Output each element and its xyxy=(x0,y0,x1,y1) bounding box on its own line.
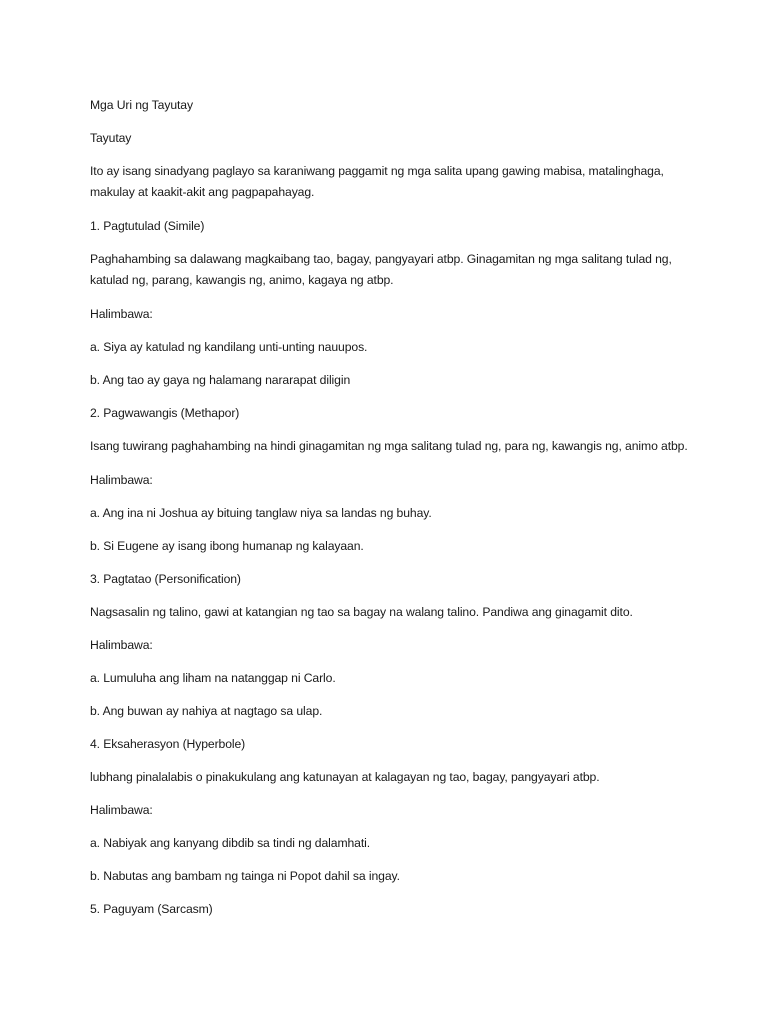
example-label: Halimbawa: xyxy=(90,638,153,652)
definition-paragraph: Ito ay isang sinadyang paglayo sa karaniwang paggamit ng mga salita upang gawing mabisa, matalinghaga, makulay at kaakit-akit ang pagpapahayag. xyxy=(90,164,664,199)
item-heading-hyperbole: 4. Eksaherasyon (Hyperbole) xyxy=(90,737,246,751)
item-heading-personification: 3. Pagtatao (Personification) xyxy=(90,572,241,586)
example-label: Halimbawa: xyxy=(90,307,153,321)
document-page xyxy=(90,95,690,932)
personification-description: Nagsasalin ng talino, gawi at katangian ng tao sa bagay na walang talino. Pandiwa ang ginagamit dito. xyxy=(90,605,633,619)
example-item: a. Siya ay katulad ng kandilang unti-unting nauupos. xyxy=(90,340,368,354)
item-heading-sarcasm: 5. Paguyam (Sarcasm) xyxy=(90,902,213,916)
example-item: b. Ang buwan ay nahiya at nagtago sa ulap. xyxy=(90,704,323,718)
example-item: a. Nabiyak ang kanyang dibdib sa tindi ng dalamhati. xyxy=(90,836,371,850)
example-item: b. Si Eugene ay isang ibong humanap ng kalayaan. xyxy=(90,539,364,553)
simile-description: Paghahambing sa dalawang magkaibang tao, bagay, pangyayari atbp. Ginagamitan ng mga salitang tulad ng, katulad ng, parang, kawangis ng, animo, kagaya ng atbp. xyxy=(90,252,672,287)
section-heading: Tayutay xyxy=(90,131,132,145)
hyperbole-description: lubhang pinalalabis o pinakukulang ang katunayan at kalagayan ng tao, bagay, pangyayari atbp. xyxy=(90,770,600,784)
metaphor-description: Isang tuwirang paghahambing na hindi ginagamitan ng mga salitang tulad ng, para ng, kawangis ng, animo atbp. xyxy=(90,439,688,453)
example-item: b. Ang tao ay gaya ng halamang nararapat diligin xyxy=(90,373,351,387)
document-title: Mga Uri ng Tayutay xyxy=(90,98,193,112)
item-heading-metaphor: 2. Pagwawangis (Methapor) xyxy=(90,406,240,420)
example-label: Halimbawa: xyxy=(90,473,153,487)
example-item: a. Lumuluha ang liham na natanggap ni Carlo. xyxy=(90,671,336,685)
example-item: b. Nabutas ang bambam ng tainga ni Popot dahil sa ingay. xyxy=(90,869,400,883)
example-item: a. Ang ina ni Joshua ay bituing tanglaw niya sa landas ng buhay. xyxy=(90,506,432,520)
example-label: Halimbawa: xyxy=(90,803,153,817)
item-heading-simile: 1. Pagtutulad (Simile) xyxy=(90,219,205,233)
